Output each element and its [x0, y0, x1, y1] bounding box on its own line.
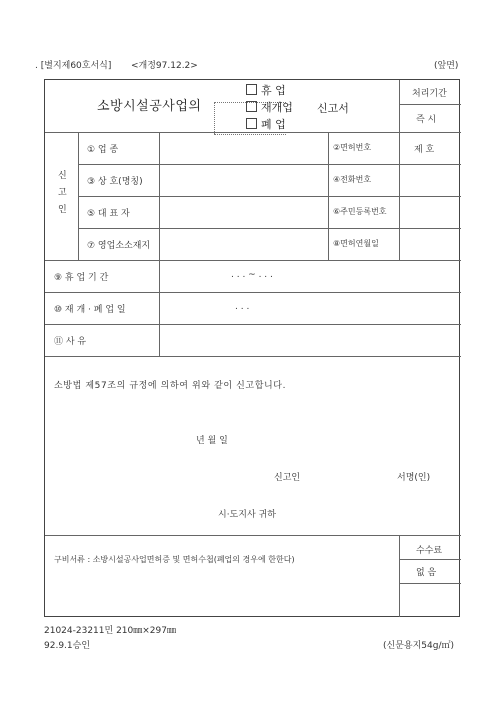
license-number-label: ②면허번호	[333, 143, 372, 152]
checkbox-reopen[interactable]	[246, 101, 257, 112]
fee-value: 없 음	[416, 568, 437, 578]
signature-label[interactable]: 서명(인)	[397, 473, 431, 483]
license-date-label: ⑧면허연월일	[333, 239, 379, 248]
closure-period-value[interactable]: . . . ~ . . .	[231, 270, 273, 280]
resident-number-label: ⑥주민등록번호	[333, 207, 387, 216]
option-reopen[interactable]: 재개업	[246, 99, 293, 115]
processing-period-value: 즉 시	[416, 115, 437, 125]
phone-label: ④전화번호	[333, 175, 372, 184]
reason-label: ⑪ 사 유	[54, 337, 87, 347]
business-type-label: ① 업 종	[87, 145, 119, 155]
form-title: 소방시설공사업의	[97, 99, 202, 114]
page-side-label: (앞면)	[434, 61, 459, 71]
required-documents: 구비서류 : 소방시설공사업면허증 및 면허수첩(폐업의 경우에 한한다)	[54, 555, 295, 564]
form-code: 21024-23211민 210㎜×297㎜	[44, 626, 176, 636]
business-type-field[interactable]	[160, 133, 327, 163]
addressee: 시·도지사 귀하	[218, 510, 276, 520]
reopen-date-value[interactable]: . . .	[235, 302, 250, 312]
fee-label: 수수료	[416, 546, 443, 556]
reason-field[interactable]	[160, 325, 460, 355]
declaration-text: 소방법 제57조의 규정에 의하여 위와 같이 신고합니다.	[54, 381, 287, 391]
office-location-field[interactable]	[160, 229, 327, 259]
license-number-value: 제 호	[414, 145, 435, 155]
reopen-date-label: ⑩ 재 개 · 폐 업 일	[54, 305, 126, 315]
office-location-label: ⑦ 영업소소재지	[87, 241, 151, 251]
report-form	[44, 79, 460, 617]
processing-period-label: 처리기간	[412, 89, 447, 99]
trade-name-field[interactable]	[160, 165, 327, 195]
trade-name-label: ③ 상 호(명칭)	[87, 177, 143, 187]
paper-spec: (신문용지54g/㎡)	[383, 641, 454, 651]
representative-field[interactable]	[160, 197, 327, 227]
checkbox-shutdown[interactable]	[246, 118, 257, 129]
license-date-field[interactable]	[400, 229, 460, 259]
option-shutdown[interactable]: 폐 업	[246, 116, 286, 132]
reporter-group-label: 신 고 인	[58, 171, 67, 215]
title-suffix: 신고서	[317, 102, 349, 115]
closure-period-label: ⑨ 휴 업 기 간	[54, 273, 109, 283]
revision-note: <개정97.12.2>	[131, 61, 198, 71]
declaration-date[interactable]: 년 월 일	[196, 436, 228, 446]
representative-label: ⑤ 대 표 자	[87, 209, 130, 219]
reporter-label: 신고인	[274, 473, 301, 483]
resident-number-field[interactable]	[400, 197, 460, 227]
form-number: . [별지제60호서식]	[35, 61, 112, 71]
option-closure[interactable]: 휴 업	[246, 82, 286, 98]
checkbox-closure[interactable]	[246, 84, 257, 95]
approval-date: 92.9.1승인	[44, 641, 91, 651]
phone-field[interactable]	[400, 165, 460, 195]
